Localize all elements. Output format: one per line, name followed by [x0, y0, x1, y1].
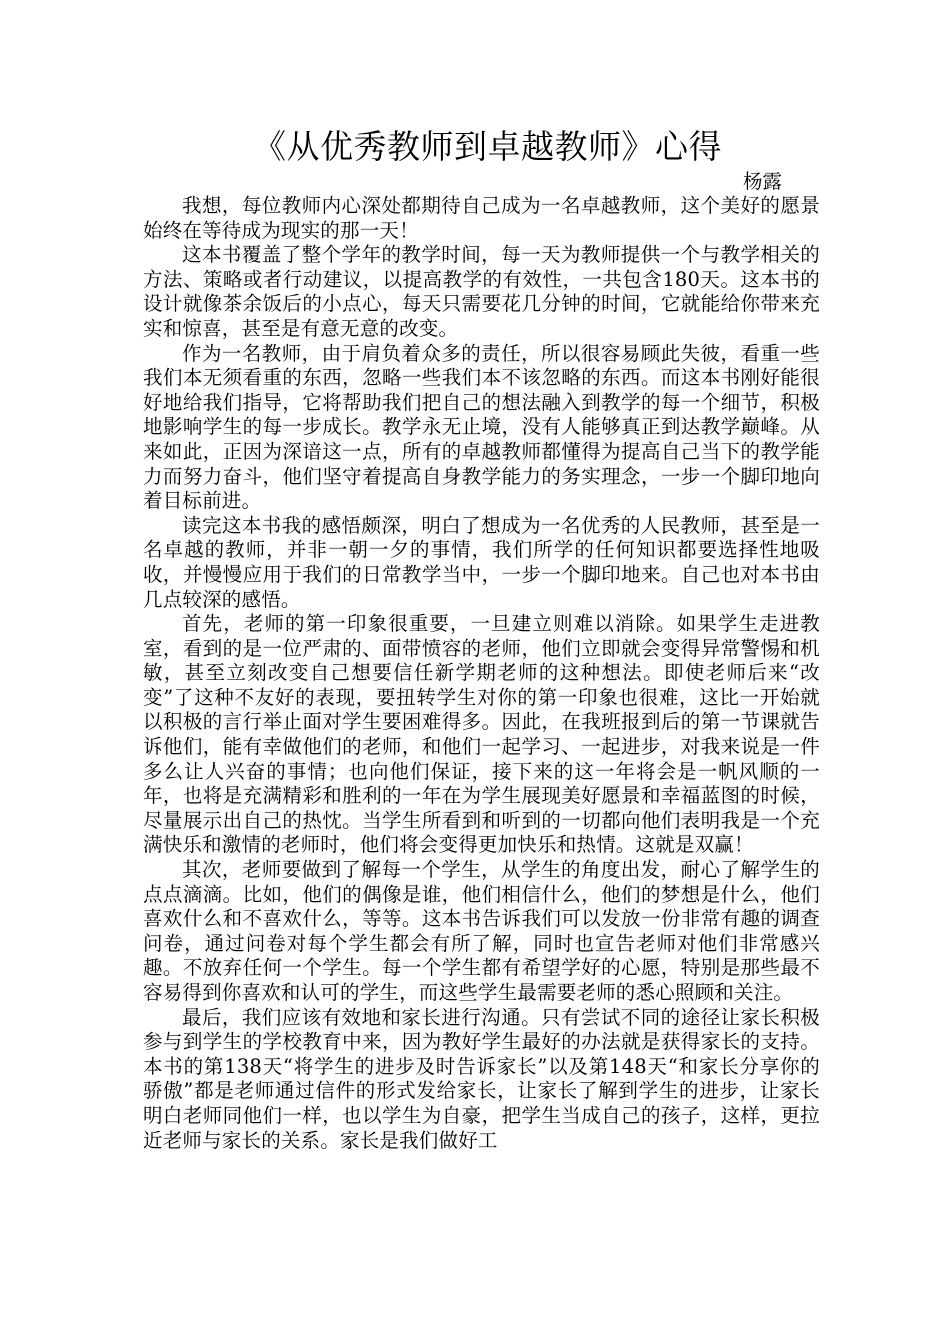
paragraph: 首先，老师的第一印象很重要，一旦建立则难以消除。如果学生走进教室，看到的是一位严肃的、面带愤容的老师，他们立即就会变得异常警惕和机敏，甚至立刻改变自己想要信任新学期老师的这种想法。即使老师后来“改变”了这种不友好的表现，要扭转学生对你的第一印象也很难，这比一开始就以积极的言行举止面对学生要困难得多。因此，在我班报到后的第一节课就告诉他们，能有幸做他们的老师，和他们一起学习、一起进步，对我来说是一件多么让人兴奋的事情；也向他们保证，接下来的这一年将会是一帆风顺的一年，也将是充满精彩和胜利的一年在为学生展现美好愿景和幸福蓝图的时候，尽量展示出自己的热忱。当学生所看到和听到的一切都向他们表明我是一个充满快乐和激情的老师时，他们将会变得更加快乐和热情。这就是双赢！ — [143, 612, 820, 857]
document-page — [143, 126, 820, 1153]
paragraph: 读完这本书我的感悟颇深，明白了想成为一名优秀的人民教师，甚至是一名卓越的教师，并非一朝一夕的事情，我们所学的任何知识都要选择性地吸收，并慢慢应用于我们的日常教学当中，一步一个脚印地来。自己也对本书由几点较深的感悟。 — [143, 513, 820, 611]
paragraph: 这本书覆盖了整个学年的教学时间，每一天为教师提供一个与教学相关的方法、策略或者行动建议，以提高教学的有效性，一共包含180天。这本书的设计就像茶余饭后的小点心，每天只需要花几分钟的时间，它就能给你带来充实和惊喜，甚至是有意无意的改变。 — [143, 243, 820, 340]
author-name: 杨露 — [742, 170, 782, 193]
document-body — [143, 194, 820, 1153]
paragraph: 作为一名教师，由于肩负着众多的责任，所以很容易顾此失彼，看重一些我们本无须看重的东西，忽略一些我们本不该忽略的东西。而这本书刚好能很好地给我们指导，它将帮助我们把自己的想法融入到教学的每一个细节，积极地影响学生的每一步成长。教学永无止境，没有人能够真正到达教学巅峰。从来如此，正因为深谙这一点，所有的卓越教师都懂得为提高自己当下的教学能力而努力奋斗，他们坚守着提高自身教学能力的务实理念，一步一个脚印地向着目标前进。 — [143, 341, 820, 513]
document-title: 《从优秀教师到卓越教师》心得 — [253, 127, 722, 166]
paragraph: 其次，老师要做到了解每一个学生，从学生的角度出发，耐心了解学生的点点滴滴。比如，他们的偶像是谁，他们相信什么，他们的梦想是什么，他们喜欢什么和不喜欢什么，等等。这本书告诉我们可以发放一份非常有趣的调查问卷，通过问卷对每个学生都会有所了解，同时也宣告老师对他们非常感兴趣。不放弃任何一个学生。每一个学生都有希望学好的心愿，特别是那些最不容易得到你喜欢和认可的学生，而这些学生最需要老师的悉心照顾和关注。 — [143, 858, 820, 1004]
paragraph: 最后，我们应该有效地和家长进行沟通。只有尝试不同的途径让家长积极参与到学生的学校教育中来，因为教好学生最好的办法就是获得家长的支持。本书的第138天“将学生的进步及时告诉家长”以及第148天“和家长分享你的骄傲”都是老师通过信件的形式发给家长，让家长了解到学生的进步，让家长明白老师同他们一样，也以学生为自豪，把学生当成自己的孩子，这样，更拉近老师与家长的关系。家长是我们做好工 — [143, 1005, 820, 1152]
paragraph: 我想，每位教师内心深处都期待自己成为一名卓越教师，这个美好的愿景始终在等待成为现实的那一天！ — [143, 194, 820, 242]
